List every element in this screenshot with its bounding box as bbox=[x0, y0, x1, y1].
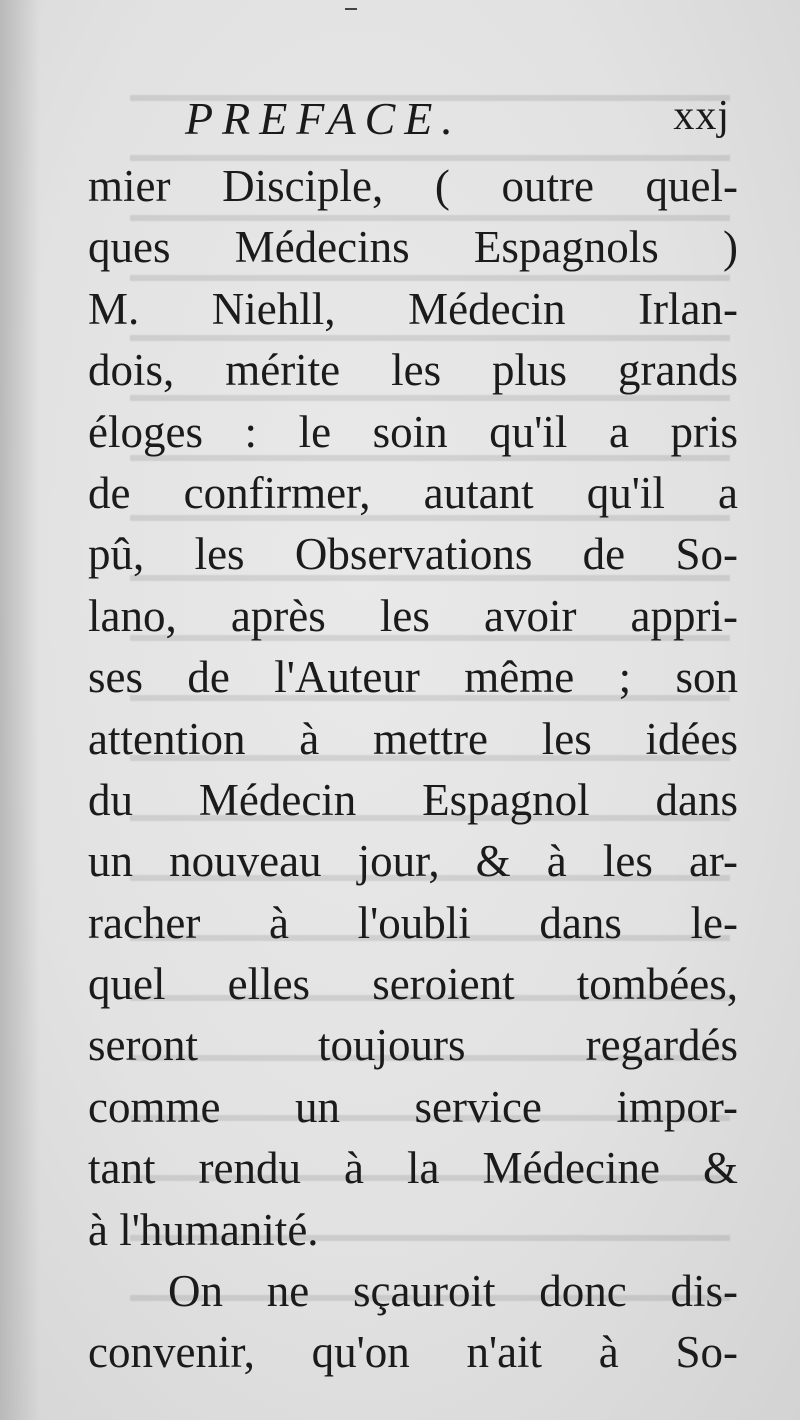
text-line: dois, mérite les plus grands bbox=[88, 345, 738, 396]
paragraph-last-line: à l'humanité. bbox=[88, 1204, 319, 1255]
text-line: racher à l'oubli dans le- bbox=[88, 897, 738, 948]
text-line: mier Disciple, ( outre quel- bbox=[88, 161, 738, 211]
text-line: pû, les Observations de So- bbox=[88, 529, 738, 580]
text-line: lano, après les avoir appri- bbox=[88, 590, 738, 641]
text-line: comme un service impor- bbox=[88, 1081, 738, 1132]
text-line: du Médecin Espagnol dans bbox=[88, 774, 738, 825]
running-head bbox=[88, 88, 730, 148]
text-line: un nouveau jour, & à les ar- bbox=[88, 836, 738, 887]
text-line: convenir, qu'on n'ait à So- bbox=[88, 1327, 738, 1378]
body-text bbox=[88, 156, 738, 1384]
gutter-shadow bbox=[0, 0, 40, 1420]
text-line: quel elles seroient tombées, bbox=[88, 959, 738, 1010]
text-line: seront toujours regardés bbox=[88, 1020, 738, 1071]
text-line: attention à mettre les idées bbox=[88, 713, 738, 764]
text-line: ses de l'Auteur même ; son bbox=[88, 652, 738, 703]
text-line: de confirmer, autant qu'il a bbox=[88, 467, 738, 518]
running-head-title: PREFACE. bbox=[185, 93, 462, 144]
text-line: éloges : le soin qu'il a pris bbox=[88, 406, 738, 457]
text-line: ques Médecins Espagnols ) bbox=[88, 222, 738, 273]
text-line: tant rendu à la Médecine & bbox=[88, 1143, 738, 1194]
paragraph-first-line: On ne sçauroit donc dis- bbox=[168, 1266, 738, 1317]
page-number: xxj bbox=[673, 93, 730, 139]
text-line: M. Niehll, Médecin Irlan- bbox=[88, 283, 738, 334]
top-margin-mark bbox=[345, 8, 357, 10]
